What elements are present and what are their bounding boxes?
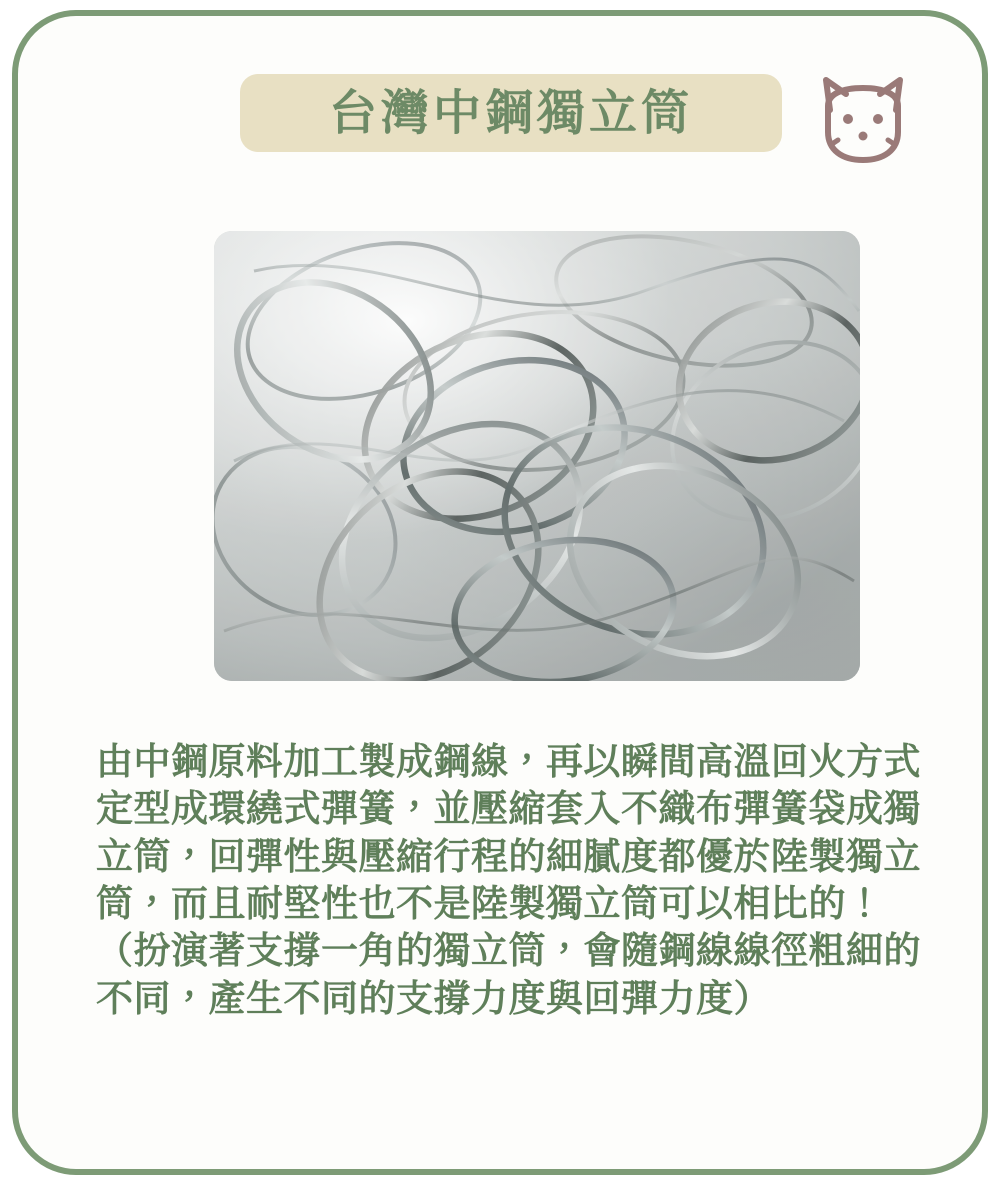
- rounded-border-frame: [12, 10, 988, 1175]
- title-row: [18, 66, 994, 186]
- page-content: [18, 16, 994, 1181]
- cat-head-icon: [808, 66, 918, 176]
- page-title: 台灣中鋼獨立筒: [328, 85, 693, 141]
- spring-coils-photo: [214, 231, 860, 681]
- product-photo: [214, 231, 860, 681]
- title-pill: [240, 74, 782, 152]
- description-paragraph: 由中鋼原料加工製成鋼線，再以瞬間高溫回火方式定型成環繞式彈簧，並壓縮套入不織布彈簧袋成獨立筒，回彈性與壓縮行程的細膩度都優於陸製獨立筒，而且耐堅性也不是陸製獨立筒可以相比的！（扮演著支撐一角的獨立筒，會隨鋼線線徑粗細的不同，產生不同的支撐力度與回彈力度）: [96, 740, 921, 1020]
